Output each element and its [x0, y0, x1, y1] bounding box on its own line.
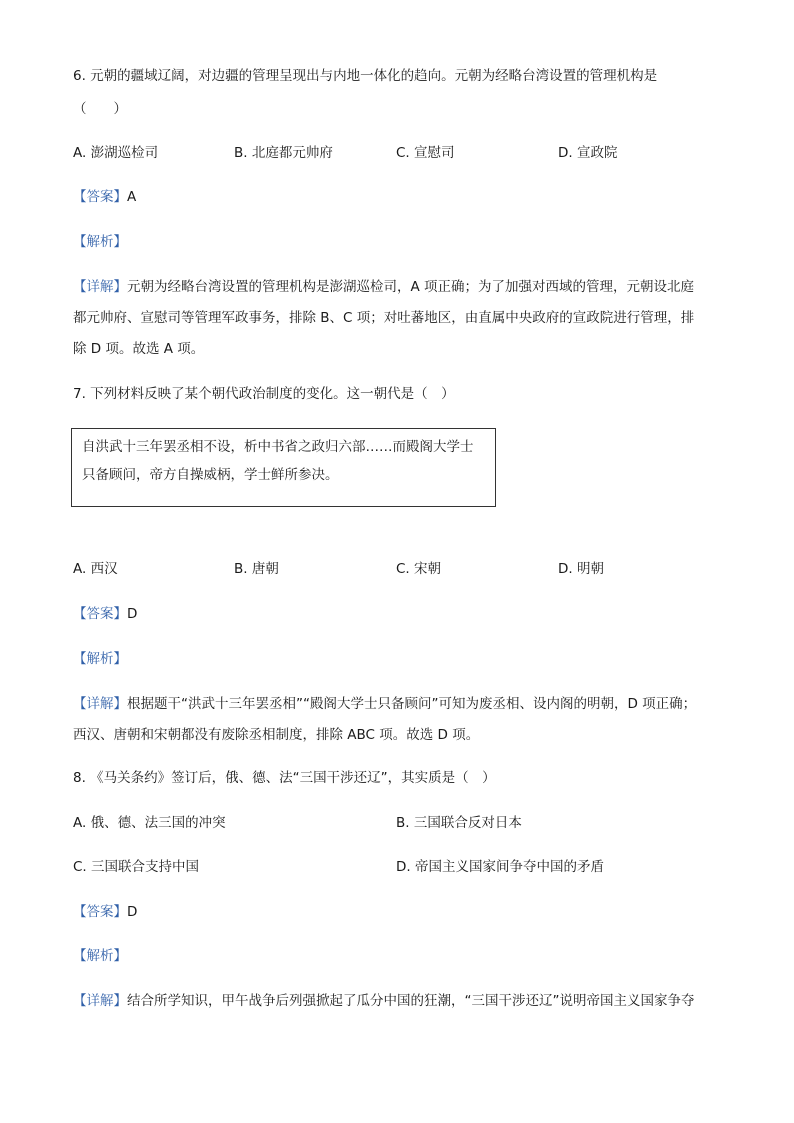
q6-answer — [73, 187, 136, 207]
q6-option-c: C. 宣慰司 — [396, 145, 455, 161]
answer-value: D — [127, 904, 138, 920]
q8-answer — [73, 902, 137, 922]
answer-tag: 【答案】 — [73, 904, 127, 920]
q7-answer — [73, 604, 137, 624]
q7-stem: 7. 下列材料反映了某个朝代政治制度的变化。这一朝代是（ ） — [73, 386, 455, 402]
q7-analysis-tag: 【解析】 — [73, 651, 127, 667]
q6-detail — [73, 277, 723, 370]
detail-line: 都元帅府、宣慰司等管理军政事务，排除 B、C 项；对吐蕃地区，由直属中央政府的宣政院进行管理，排 — [73, 310, 695, 326]
q6-option-b: B. 北庭都元帅府 — [234, 145, 333, 161]
detail-tag: 【详解】 — [73, 696, 127, 712]
q6-stem: 6. 元朝的疆域辽阔，对边疆的管理呈现出与内地一体化的趋向。元朝为经略台湾设置的管理机构是 — [73, 68, 658, 84]
detail-line: 西汉、唐朝和宋朝都没有废除丞相制度，排除 ABC 项。故选 D 项。 — [73, 727, 480, 743]
q8-detail — [73, 991, 723, 1022]
detail-line: 结合所学知识，甲午战争后列强掀起了瓜分中国的狂潮，“三国干涉还辽”说明帝国主义国家争夺 — [127, 993, 695, 1009]
detail-tag: 【详解】 — [73, 993, 127, 1009]
q8-option-c: C. 三国联合支持中国 — [73, 859, 200, 875]
material-line: 只备顾问，帝方自操威柄，学士鲜所参决。 — [82, 467, 339, 483]
q7-detail — [73, 694, 723, 756]
q7-option-d: D. 明朝 — [558, 561, 604, 577]
detail-tag: 【详解】 — [73, 279, 127, 295]
q8-option-b: B. 三国联合反对日本 — [396, 815, 522, 831]
q8-option-a: A. 俄、德、法三国的冲突 — [73, 815, 226, 831]
q8-option-d: D. 帝国主义国家间争夺中国的矛盾 — [396, 859, 604, 875]
q8-analysis-tag: 【解析】 — [73, 948, 127, 964]
q8-stem: 8. 《马关条约》签订后，俄、德、法“三国干涉还辽”，其实质是（ ） — [73, 770, 496, 786]
q6-analysis-tag: 【解析】 — [73, 234, 127, 250]
answer-tag: 【答案】 — [73, 606, 127, 622]
answer-value: D — [127, 606, 138, 622]
detail-line: 元朝为经略台湾设置的管理机构是澎湖巡检司，A 项正确；为了加强对西域的管理，元朝设北庭 — [127, 279, 695, 295]
material-line: 自洪武十三年罢丞相不设，析中书省之政归六部……而殿阁大学士 — [82, 439, 474, 455]
q6-option-a: A. 澎湖巡检司 — [73, 145, 159, 161]
q7-option-a: A. 西汉 — [73, 561, 118, 577]
q6-paren: （ ） — [73, 101, 127, 117]
detail-line: 除 D 项。故选 A 项。 — [73, 341, 205, 357]
q7-material-box — [71, 428, 496, 507]
q7-option-c: C. 宋朝 — [396, 561, 442, 577]
q7-option-b: B. 唐朝 — [234, 561, 279, 577]
q6-option-d: D. 宣政院 — [558, 145, 618, 161]
detail-line: 根据题干“洪武十三年罢丞相”“殿阁大学士只备顾问”可知为废丞相、设内阁的明朝，D 项正确； — [127, 696, 697, 712]
answer-tag: 【答案】 — [73, 189, 127, 205]
answer-value: A — [127, 189, 137, 205]
